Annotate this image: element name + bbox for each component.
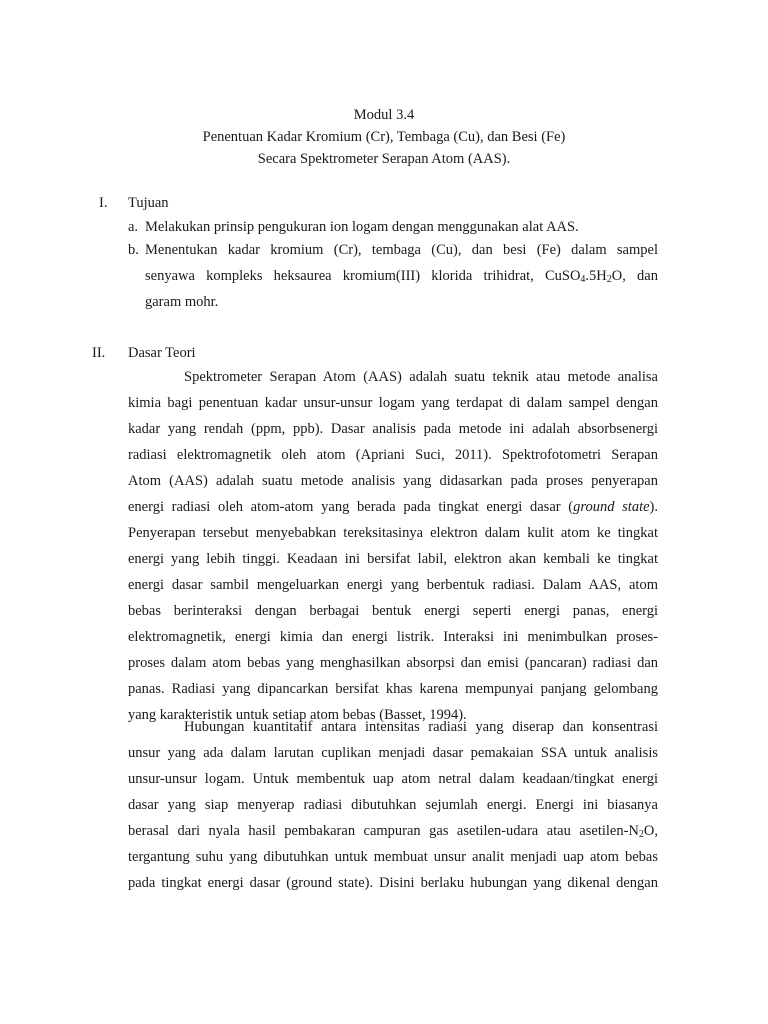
list-item-b-line-2: senyawa kompleks heksaurea kromium(III) klorida trihidrat, $CuSO_4.5H_2O$, dan [145,268,658,285]
paragraph-line: elektromagnetik, energi kimia dan energi listrik. Interaksi ini menimbulkan proses- [128,629,658,645]
document-subtitle: Secara Spektrometer Serapan Atom (AAS). [257,151,511,167]
paragraph-line: Penyerapan tersebut menyebabkan tereksitasinya elektron dalam kulit atom ke tingkat [128,525,658,541]
paragraph-line: panas. Radiasi yang dipancarkan bersifat khas karena mempunyai panjang gelombang [128,681,658,697]
paragraph-line: radiasi elektromagnetik oleh atom (Apriani Suci, 2011). Spektrofotometri Serapan [128,447,658,463]
paragraph-line: berasal dari nyala hasil pembakaran campuran gas asetilen-udara atau asetilen-$N_2O$, [128,823,658,840]
paragraph-line: Atom (AAS) adalah suatu metode analisis yang didasarkan pada proses penyerapan [128,473,658,489]
paragraph-line: bebas berinteraksi dengan berbagai bentuk energi seperti energi panas, energi [128,603,658,619]
list-item-b-line-3: garam mohr. [145,294,219,310]
document-title: Penentuan Kadar Kromium (Cr), Tembaga (Cu), dan Besi (Fe) [202,129,566,145]
list-item-a-label: a. [128,219,139,235]
paragraph-line: energi yang lebih tinggi. Keadaan ini bersifat labil, elektron akan kembali ke tingkat [128,551,658,567]
paragraph-line: pada tingkat energi dasar (ground state). Disini berlaku hubungan yang dikenal dengan [128,875,658,891]
paragraph-line: unsur-unsur logam. Untuk membentuk uap atom netral dalam keadaan/tingkat energi [128,771,658,787]
paragraph-line: kadar yang rendah (ppm, ppb). Dasar analisis pada metode ini adalah absorbsenergi [128,421,658,437]
paragraph-2 [128,714,658,896]
list-item-a-text: Melakukan prinsip pengukuran ion logam dengan menggunakan alat AAS. [145,219,579,235]
paragraph-line: Spektrometer Serapan Atom (AAS) adalah suatu teknik atau metode analisa [184,369,658,385]
section-1-number: I. [99,195,108,211]
paragraph-line: yang karakteristik untuk setiap atom bebas (Basset, 1994). [128,707,467,723]
paragraph-line: energi dasar sambil mengeluarkan energi yang berbentuk radiasi. Dalam AAS, atom [128,577,658,593]
list-item-b-label: b. [128,242,139,258]
section-1-title: Tujuan [128,195,169,211]
paragraph-line: kimia bagi penentuan kadar unsur-unsur logam yang terdapat di dalam sampel dengan [128,395,658,411]
section-2-title: Dasar Teori [128,345,196,361]
paragraph-line: proses dalam atom bebas yang menghasilkan absorpsi dan emisi (pancaran) radiasi dan [128,655,658,671]
list-item-b-line-1: Menentukan kadar kromium (Cr), tembaga (Cu), dan besi (Fe) dalam sampel [145,242,658,258]
paragraph-1 [128,364,658,728]
list-item-b [128,237,658,315]
paragraph-line: Hubungan kuantitatif antara intensitas radiasi yang diserap dan konsentrasi [184,719,658,735]
paragraph-line: unsur yang ada dalam larutan cuplikan menjadi dasar pemakaian SSA untuk analisis [128,745,658,761]
paragraph-line: dasar yang siap menyerap radiasi dibutuhkan sejumlah energi. Energi ini biasanya [128,797,658,813]
paragraph-line: energi radiasi oleh atom-atom yang berada pada tingkat energi dasar (ground state). [128,499,658,515]
section-2-number: II. [92,345,106,361]
paragraph-line: tergantung suhu yang dibutuhkan untuk membuat unsur analit menjadi uap atom bebas [128,849,658,865]
module-number: Modul 3.4 [353,107,415,123]
